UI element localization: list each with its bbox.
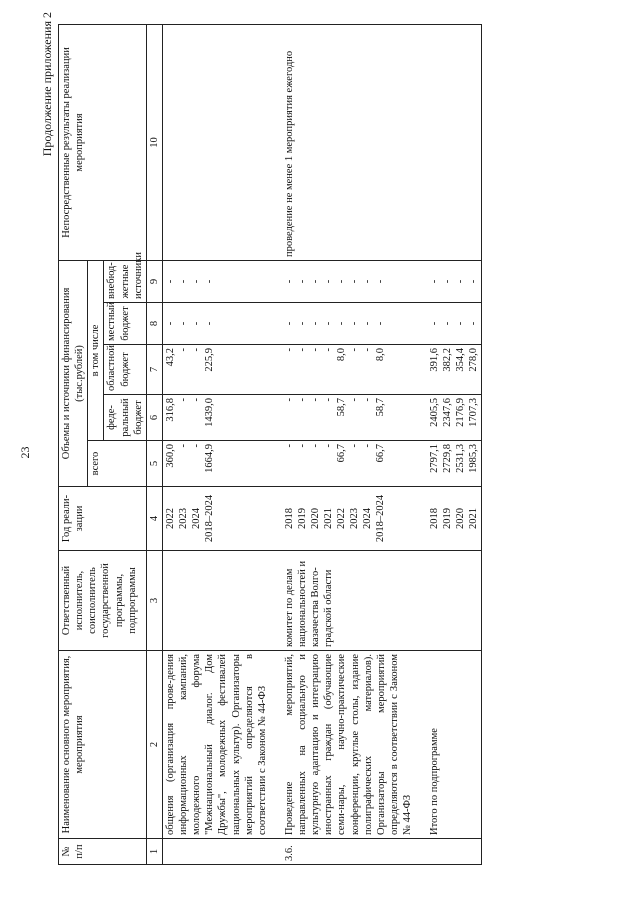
spacer-cell	[415, 345, 427, 395]
row-total-value: 1664,9	[203, 444, 215, 473]
row-total-value: 66,7	[335, 444, 347, 463]
row-spacer	[270, 24, 282, 864]
row-federal	[282, 395, 415, 441]
row-offbudget-value: -	[296, 279, 308, 284]
spacer-cell	[415, 441, 427, 487]
row-regional-value: -	[190, 348, 202, 352]
row-local-value: -	[468, 321, 480, 326]
row-local-value: -	[374, 321, 386, 326]
header-local: местный бюджет	[104, 303, 146, 345]
row-year-value: 2019	[442, 508, 454, 529]
row-offbudget-value: -	[374, 279, 386, 284]
row-total	[162, 441, 270, 487]
row-federal-value: -	[177, 398, 189, 402]
row-regional-value: 225,9	[203, 348, 215, 372]
row-total-value: -	[348, 444, 360, 448]
row-federal-value: 2405,5	[429, 398, 441, 427]
row-offbudget	[427, 260, 482, 302]
row-regional	[427, 345, 482, 395]
row-local-value: -	[455, 321, 467, 326]
row-total-value: -	[283, 444, 295, 448]
col-index: 3	[146, 551, 162, 651]
row-federal-value: -	[361, 398, 373, 402]
row-offbudget-value: -	[283, 279, 295, 284]
spacer-cell	[270, 441, 282, 487]
row-offbudget-value: -	[468, 279, 480, 284]
row-year-value: 2023	[177, 508, 189, 529]
row-federal-value: 1707,3	[468, 398, 480, 427]
row-total-value: -	[177, 444, 189, 448]
row-result	[427, 24, 482, 260]
row-total-value: -	[296, 444, 308, 448]
row-total-value: -	[361, 444, 373, 448]
row-federal-value: 58,7	[374, 398, 386, 417]
row-name: Проведение мероприятий, направленных на социальную и культурную адаптацию и интеграцию иностранных граждан (обучающие семи-нары, научно-практические конференции, круглые столы, издание полиграфических материалов). Организаторы мероприятий определяются в соответствии с Законом № 44-ФЗ	[282, 651, 415, 839]
row-local	[427, 303, 482, 345]
col-index: 10	[146, 24, 162, 260]
spacer-cell	[270, 24, 282, 260]
row-total	[282, 441, 415, 487]
spacer-cell	[270, 487, 282, 551]
table-row	[282, 24, 415, 864]
row-year-value: 2018–2024	[203, 494, 215, 543]
row-spacer	[415, 24, 427, 864]
row-local-value: -	[203, 321, 215, 326]
row-local-value: -	[322, 321, 334, 326]
header-total: всего	[88, 441, 147, 487]
row-local-value: -	[296, 321, 308, 326]
row-offbudget-value: -	[164, 279, 176, 284]
row-year-value: 2022	[164, 508, 176, 529]
row-year-value: 2020	[309, 508, 321, 529]
row-regional-value: -	[283, 348, 295, 352]
row-executor: комитет по делам национальностей и казачества Волго-градской области	[282, 551, 415, 651]
row-total-value: 1985,3	[468, 444, 480, 473]
row-offbudget-value: -	[429, 279, 441, 284]
row-regional-value: 354,4	[455, 348, 467, 372]
header-no: № п/п	[59, 839, 147, 865]
row-result: проведение не менее 1 мероприятия ежегодно	[282, 24, 415, 260]
row-year-value: 2021	[322, 508, 334, 529]
header-financing: Объемы и источники финансирования (тыс.рублей)	[59, 260, 88, 486]
row-year-value: 2019	[296, 508, 308, 529]
spacer-cell	[270, 395, 282, 441]
row-offbudget-value: -	[177, 279, 189, 284]
row-local	[162, 303, 270, 345]
row-local-value: -	[442, 321, 454, 326]
row-regional-value: -	[309, 348, 321, 352]
row-federal-value: -	[296, 398, 308, 402]
continuation-label: Продолжение приложения 2	[40, 12, 54, 157]
row-year-value: 2018	[429, 508, 441, 529]
header-regional: областной бюджет	[104, 345, 146, 395]
col-index: 4	[146, 487, 162, 551]
row-federal-value: -	[348, 398, 360, 402]
row-year-value: 2020	[455, 508, 467, 529]
row-federal-value: -	[283, 398, 295, 402]
spacer-cell	[270, 551, 282, 651]
row-offbudget-value: -	[309, 279, 321, 284]
row-regional	[282, 345, 415, 395]
row-year-value: 2022	[335, 508, 347, 529]
column-index-row	[146, 24, 162, 864]
table-row	[162, 24, 270, 864]
row-local-value: -	[177, 321, 189, 326]
row-regional-value: 8,0	[335, 348, 347, 362]
spacer-cell	[415, 551, 427, 651]
row-federal-value: -	[322, 398, 334, 402]
row-local-value: -	[164, 321, 176, 326]
row-total-value: 2531,3	[455, 444, 467, 473]
spacer-cell	[270, 345, 282, 395]
row-number: 3.6.	[282, 839, 415, 865]
row-year-value: 2021	[468, 508, 480, 529]
spacer-cell	[270, 839, 282, 865]
spacer-cell	[270, 303, 282, 345]
row-local-value: -	[348, 321, 360, 326]
row-year-value: 2024	[361, 508, 373, 529]
col-index: 9	[146, 260, 162, 302]
row-number	[162, 839, 270, 865]
row-federal	[162, 395, 270, 441]
row-federal	[427, 395, 482, 441]
row-executor	[162, 551, 270, 651]
header-year: Год реали-зации	[59, 487, 147, 551]
row-result	[162, 24, 270, 260]
financing-table	[58, 24, 482, 865]
col-index: 2	[146, 651, 162, 839]
row-federal-value: 2176,9	[455, 398, 467, 427]
spacer-cell	[270, 651, 282, 839]
row-local-value: -	[335, 321, 347, 326]
row-offbudget-value: -	[190, 279, 202, 284]
row-total-value: -	[309, 444, 321, 448]
row-federal-value: -	[190, 398, 202, 402]
row-total-value: 2729,8	[442, 444, 454, 473]
row-offbudget-value: -	[442, 279, 454, 284]
row-offbudget-value: -	[335, 279, 347, 284]
row-offbudget-value: -	[348, 279, 360, 284]
row-year-value: 2024	[190, 508, 202, 529]
header-offbudget: внебюд-жетные источники	[104, 260, 146, 302]
row-local-value: -	[190, 321, 202, 326]
row-regional-value: -	[296, 348, 308, 352]
header-federal: феде-ральный бюджет	[104, 395, 146, 441]
col-index: 6	[146, 395, 162, 441]
page-number: 23	[18, 446, 32, 459]
col-index: 7	[146, 345, 162, 395]
row-year	[282, 487, 415, 551]
spacer-cell	[415, 651, 427, 839]
spacer-cell	[415, 260, 427, 302]
spacer-cell	[415, 303, 427, 345]
row-year-value: 2023	[348, 508, 360, 529]
row-regional-value: -	[348, 348, 360, 352]
row-regional-value: 8,0	[374, 348, 386, 362]
row-year	[427, 487, 482, 551]
row-total-value: -	[322, 444, 334, 448]
spacer-cell	[270, 260, 282, 302]
header-executor: Ответственный исполнитель, соисполнитель государственной программы, подпрограммы	[59, 551, 147, 651]
col-index: 5	[146, 441, 162, 487]
row-regional-value: 391,6	[429, 348, 441, 372]
row-local-value: -	[283, 321, 295, 326]
row-regional-value: 278,0	[468, 348, 480, 372]
row-offbudget	[282, 260, 415, 302]
row-local-value: -	[361, 321, 373, 326]
row-total-value: -	[190, 444, 202, 448]
row-regional-value: -	[361, 348, 373, 352]
row-local-value: -	[309, 321, 321, 326]
row-name: Итого по подпрограмме	[427, 651, 482, 839]
row-regional-value: 382,2	[442, 348, 454, 372]
spacer-cell	[415, 24, 427, 260]
header-results: Непосредственные результаты реализации мероприятия	[59, 24, 147, 260]
row-total-value: 360,0	[164, 444, 176, 468]
table-row	[427, 24, 482, 864]
row-executor	[427, 551, 482, 651]
col-index: 1	[146, 839, 162, 865]
row-federal-value: 58,7	[335, 398, 347, 417]
row-year-value: 2018–2024	[374, 494, 386, 543]
row-federal-value: 1439,0	[203, 398, 215, 427]
row-local-value: -	[429, 321, 441, 326]
header-including: в том числе	[88, 260, 104, 440]
header-name: Наименование основного мероприятия, мероприятия	[59, 651, 147, 839]
row-federal-value: -	[309, 398, 321, 402]
row-offbudget-value: -	[455, 279, 467, 284]
spacer-cell	[415, 395, 427, 441]
row-offbudget-value: -	[322, 279, 334, 284]
row-federal-value: 316,8	[164, 398, 176, 422]
row-federal-value: 2347,6	[442, 398, 454, 427]
spacer-cell	[415, 839, 427, 865]
row-offbudget	[162, 260, 270, 302]
row-offbudget-value: -	[203, 279, 215, 284]
row-total	[427, 441, 482, 487]
row-offbudget-value: -	[361, 279, 373, 284]
row-name: общения (организация прове-дения информационных кампаний, молодежного форума "Межнациональный диалог. Дом Дружбы", молодежных фестивалей национальных культур). Организаторы мероприятий определяются в соответствии с Законом № 44-ФЗ	[162, 651, 270, 839]
spacer-cell	[415, 487, 427, 551]
row-regional-value: 43,2	[164, 348, 176, 367]
row-regional-value: -	[177, 348, 189, 352]
row-regional-value: -	[322, 348, 334, 352]
col-index: 8	[146, 303, 162, 345]
row-regional	[162, 345, 270, 395]
row-local	[282, 303, 415, 345]
row-total-value: 66,7	[374, 444, 386, 463]
row-number	[427, 839, 482, 865]
row-total-value: 2797,1	[429, 444, 441, 473]
row-year	[162, 487, 270, 551]
row-year-value: 2018	[283, 508, 295, 529]
